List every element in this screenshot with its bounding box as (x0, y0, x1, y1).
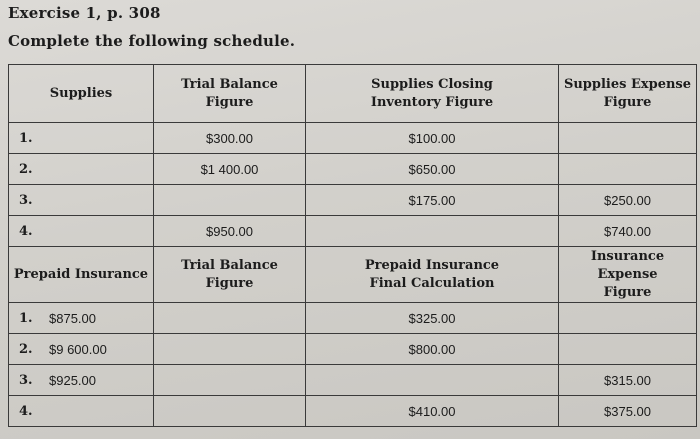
supplies-expense-header: Supplies Expense Figure (559, 65, 697, 123)
trial-balance-cell: $950.00 (154, 216, 306, 247)
supplies-row (9, 185, 697, 216)
insurance-expense-cell (559, 303, 697, 334)
insurance-header: Prepaid Insurance (9, 247, 154, 303)
prepaid-insurance-value: $875.00 (49, 310, 96, 326)
closing-inventory-cell: $100.00 (306, 123, 559, 154)
trial-balance-cell: $300.00 (154, 123, 306, 154)
prepaid-insurance-cell (9, 334, 154, 365)
supplies-header: Supplies (9, 65, 154, 123)
insurance-header-row (9, 247, 697, 303)
trial-balance-cell (154, 185, 306, 216)
instruction-text: Complete the following schedule. (8, 32, 296, 50)
insurance-row (9, 334, 697, 365)
supplies-expense-cell (559, 154, 697, 185)
trial-balance-cell (154, 396, 306, 427)
row-number: 4. (9, 216, 154, 247)
row-number: 2. (19, 341, 33, 357)
row-number: 2. (9, 154, 154, 185)
closing-inventory-cell (306, 216, 559, 247)
supplies-row (9, 216, 697, 247)
supplies-closing-header: Supplies Closing Inventory Figure (306, 65, 559, 123)
closing-inventory-cell: $650.00 (306, 154, 559, 185)
insurance-expense-cell: $375.00 (559, 396, 697, 427)
prepaid-insurance-cell (9, 365, 154, 396)
prepaid-insurance-value: $9 600.00 (49, 341, 107, 357)
supplies-expense-cell: $250.00 (559, 185, 697, 216)
final-calculation-cell: $325.00 (306, 303, 559, 334)
final-calculation-cell (306, 365, 559, 396)
row-number: 3. (9, 185, 154, 216)
supplies-row (9, 154, 697, 185)
prepaid-insurance-cell (9, 303, 154, 334)
row-number: 4. (19, 403, 33, 419)
exercise-heading: Exercise 1, p. 308 (8, 4, 161, 22)
supplies-trial-header: Trial Balance Figure (154, 65, 306, 123)
trial-balance-cell: $1 400.00 (154, 154, 306, 185)
insurance-row (9, 365, 697, 396)
supplies-row (9, 123, 697, 154)
trial-balance-cell (154, 334, 306, 365)
supplies-header-row (9, 65, 697, 123)
insurance-expense-cell (559, 334, 697, 365)
insurance-expense-header: Insurance Expense Figure (559, 247, 697, 303)
insurance-row (9, 396, 697, 427)
supplies-expense-cell (559, 123, 697, 154)
row-number: 3. (19, 372, 33, 388)
trial-balance-cell (154, 303, 306, 334)
row-number: 1. (19, 310, 33, 326)
supplies-expense-cell: $740.00 (559, 216, 697, 247)
insurance-final-header: Prepaid Insurance Final Calculation (306, 247, 559, 303)
insurance-expense-cell: $315.00 (559, 365, 697, 396)
row-number: 1. (9, 123, 154, 154)
final-calculation-cell: $800.00 (306, 334, 559, 365)
insurance-trial-header: Trial Balance Figure (154, 247, 306, 303)
trial-balance-cell (154, 365, 306, 396)
closing-inventory-cell: $175.00 (306, 185, 559, 216)
insurance-row (9, 303, 697, 334)
final-calculation-cell: $410.00 (306, 396, 559, 427)
prepaid-insurance-value: $925.00 (49, 372, 96, 388)
schedule-table (8, 64, 697, 427)
prepaid-insurance-cell (9, 396, 154, 427)
